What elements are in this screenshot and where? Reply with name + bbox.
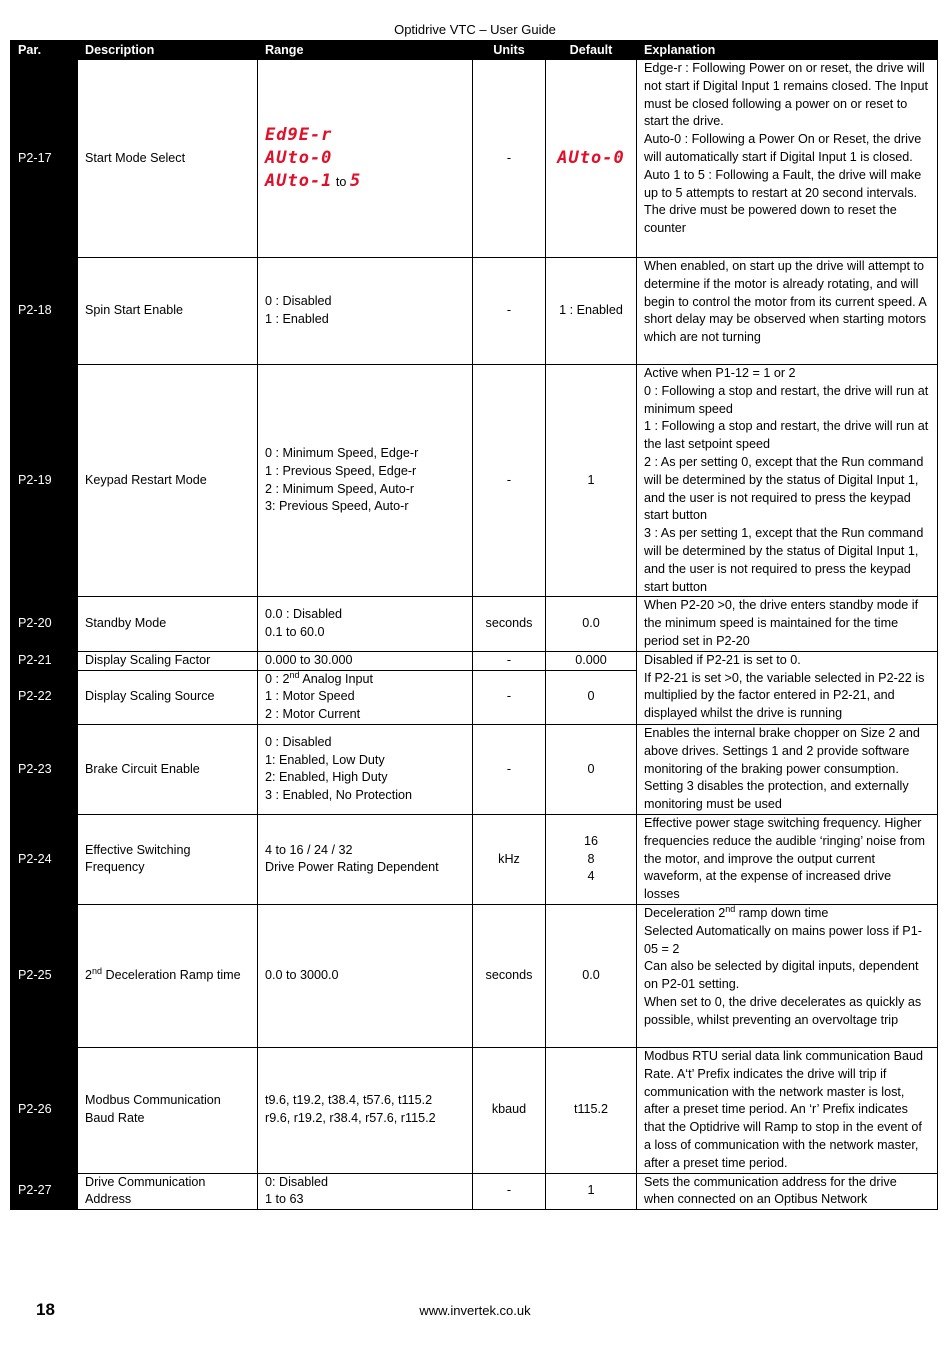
default-cell: 0.0 <box>546 597 637 651</box>
footer-url: www.invertek.co.uk <box>419 1303 531 1318</box>
range-text: 0: Disabled <box>265 1174 329 1189</box>
default-text: 4 <box>587 869 595 884</box>
range-text: 0.1 to 60.0 <box>265 625 325 640</box>
range-text: 0 : 2nd Analog Input <box>265 669 374 686</box>
range-text: 2 : Minimum Speed, Auto-r <box>265 481 415 496</box>
explanation-cell <box>637 597 938 651</box>
explanation-text: Active when P1-12 = 1 or 2 <box>644 366 796 380</box>
lcd-value: AUto-0 <box>557 148 625 168</box>
description-cell: 2nd Deceleration Ramp time <box>78 904 258 1047</box>
col-header-description: Description <box>78 41 258 60</box>
description-cell: Start Mode Select <box>78 60 258 258</box>
explanation-text: Can also be selected by digital inputs, dependent on P2-01 setting. <box>644 959 919 992</box>
range-cell <box>258 60 473 258</box>
range-text: 2 : Motor Current <box>265 707 361 722</box>
table-row <box>11 597 938 651</box>
explanation-cell <box>637 904 938 1047</box>
units-cell: - <box>473 670 546 724</box>
par-cell: P2-19 <box>11 365 78 597</box>
explanation-cell <box>637 724 938 814</box>
explanation-text: Enables the internal brake chopper on Size 2 and above drives. Settings 1 and 2 provide software monitoring of the braking power consumption. Setting 3 disables the protection, and externally monitoring must be used <box>644 725 920 812</box>
table-row <box>11 365 938 597</box>
default-cell: t115.2 <box>546 1047 637 1173</box>
description-cell: Display Scaling Factor <box>78 651 258 670</box>
range-text: 4 to 16 / 24 / 32 <box>265 842 353 857</box>
par-cell: P2-22 <box>11 670 78 724</box>
description-cell: Standby Mode <box>78 597 258 651</box>
explanation-text: 1 : Following a stop and restart, the drive will run at the last setpoint speed <box>644 419 929 452</box>
table-row <box>11 814 938 904</box>
col-header-par: Par. <box>11 41 78 60</box>
range-cell <box>258 814 473 904</box>
range-text: 1 to 63 <box>265 1192 304 1207</box>
explanation-text: 2 : As per setting 0, except that the Run command will be determined by the status of Digital Input 1, and the user is not required to press the keypad start button <box>644 454 924 523</box>
lcd-value: AUto-0 <box>265 148 333 168</box>
range-text: 0.0 : Disabled <box>265 607 343 622</box>
explanation-text: When enabled, on start up the drive will attempt to determine if the motor is already rotating, and will begin to control the motor from its current speed. A short delay may be observed when starting motors which are not turning <box>644 259 927 345</box>
par-cell: P2-25 <box>11 904 78 1047</box>
description-cell: Drive Communication Address <box>78 1173 258 1210</box>
range-cell <box>258 597 473 651</box>
explanation-text: Selected Automatically on mains power loss if P1-05 = 2 <box>644 923 922 956</box>
description-cell: Keypad Restart Mode <box>78 365 258 597</box>
par-cell: P2-26 <box>11 1047 78 1173</box>
range-text: 2: Enabled, High Duty <box>265 770 388 785</box>
explanation-text: Modbus RTU serial data link communication Baud Rate. A‘t’ Prefix indicates the drive will trip if communication with the network master is lost, after a preset time period. An ‘r’ Prefix indicates that the Optidrive will Ramp to stop in the event of a loss of communication with the network master, after a preset time period. <box>644 1048 924 1170</box>
explanation-text: Auto 1 to 5 : Following a Fault, the drive will make up to 5 attempts to restart at 20 second intervals. The drive must be powered down to reset the counter <box>644 167 922 236</box>
units-cell: - <box>473 60 546 258</box>
par-cell: P2-27 <box>11 1173 78 1210</box>
explanation-cell <box>637 365 938 597</box>
explanation-cell <box>637 60 938 258</box>
range-to-text: to <box>335 175 347 189</box>
lcd-value: 5 <box>349 171 362 191</box>
explanation-text: Effective power stage switching frequency. Higher frequencies reduce the audible ‘ringing’ noise from the motor, and improve the output current waveform, at the expense of increased drive losses <box>644 815 925 902</box>
units-cell: - <box>473 651 546 670</box>
range-text: 1: Enabled, Low Duty <box>265 752 385 767</box>
default-cell: 1 <box>546 1173 637 1210</box>
range-cell <box>258 1047 473 1173</box>
default-cell <box>546 60 637 258</box>
table-row <box>11 724 938 814</box>
col-header-default: Default <box>546 41 637 60</box>
description-cell: Spin Start Enable <box>78 258 258 365</box>
lcd-value: Ed9E-r <box>265 125 333 145</box>
default-cell: 0 <box>546 724 637 814</box>
units-cell: - <box>473 724 546 814</box>
explanation-text: When P2-20 >0, the drive enters standby mode if the minimum speed is maintained for the time period set in P2-20 <box>644 598 919 648</box>
range-cell: 0.000 to 30.000 <box>258 651 473 670</box>
range-cell <box>258 724 473 814</box>
table-row <box>11 1173 938 1210</box>
parameter-table <box>10 40 938 1210</box>
range-text: 1 : Previous Speed, Edge-r <box>265 463 417 478</box>
range-text: t9.6, t19.2, t38.4, t57.6, t115.2 <box>265 1093 433 1108</box>
explanation-text: 3 : As per setting 1, except that the Run command will be determined by the status of Digital Input 1, and the user is not required to press the keypad start button <box>644 526 924 594</box>
range-text: 1 : Enabled <box>265 312 329 326</box>
description-cell: Brake Circuit Enable <box>78 724 258 814</box>
par-cell: P2-23 <box>11 724 78 814</box>
range-cell <box>258 258 473 365</box>
par-cell: P2-17 <box>11 60 78 258</box>
document-title: Optidrive VTC – User Guide <box>394 22 556 37</box>
description-cell: Modbus Communication Baud Rate <box>78 1047 258 1173</box>
par-cell: P2-18 <box>11 258 78 365</box>
explanation-text: Sets the communication address for the drive when connected on an Optibus Network <box>644 1174 897 1207</box>
col-header-range: Range <box>258 41 473 60</box>
range-text: 0 : Disabled <box>265 734 332 749</box>
description-cell: Effective Switching Frequency <box>78 814 258 904</box>
explanation-text: Deceleration 2nd ramp down time <box>644 903 829 920</box>
explanation-text: Auto-0 : Following a Power On or Reset, the drive will automatically start if Digital Input 1 is closed. <box>644 132 922 164</box>
explanation-cell <box>637 814 938 904</box>
units-cell: seconds <box>473 597 546 651</box>
page-number: 18 <box>36 1300 55 1319</box>
default-cell: 1 : Enabled <box>546 258 637 365</box>
default-cell: 0.0 <box>546 904 637 1047</box>
range-text: 3: Previous Speed, Auto-r <box>265 499 409 514</box>
explanation-text: Edge-r : Following Power on or reset, the drive will not start if Digital Input 1 remains closed. The Input must be closed following a power on or reset to start the drive. <box>644 61 928 129</box>
table-row <box>11 60 938 258</box>
table-row <box>11 258 938 365</box>
table-row <box>11 1047 938 1173</box>
explanation-text: If P2-21 is set >0, the variable selected in P2-22 is multiplied by the factor entered in P2-21, and displayed whilst the drive is running <box>644 670 925 721</box>
table-header-row <box>11 41 938 60</box>
explanation-cell <box>637 1173 938 1210</box>
units-cell: seconds <box>473 904 546 1047</box>
explanation-text: Disabled if P2-21 is set to 0. <box>644 652 801 667</box>
units-cell: - <box>473 365 546 597</box>
default-cell: 1 <box>546 365 637 597</box>
range-cell <box>258 365 473 597</box>
units-cell: - <box>473 1173 546 1210</box>
units-cell: - <box>473 258 546 365</box>
range-text: r9.6, r19.2, r38.4, r57.6, r115.2 <box>265 1111 436 1126</box>
range-text: 3 : Enabled, No Protection <box>265 788 413 803</box>
default-cell: 0 <box>546 670 637 724</box>
range-cell: 0.0 to 3000.0 <box>258 904 473 1047</box>
par-cell: P2-20 <box>11 597 78 651</box>
explanation-cell <box>637 1047 938 1173</box>
range-text: 0 : Minimum Speed, Edge-r <box>265 446 419 461</box>
explanation-cell <box>637 651 938 724</box>
range-text: 0 : Disabled <box>265 294 332 309</box>
default-cell <box>546 814 637 904</box>
par-cell: P2-21 <box>11 651 78 670</box>
units-cell: kbaud <box>473 1047 546 1173</box>
default-text: 16 <box>583 833 598 848</box>
range-cell <box>258 670 473 724</box>
range-cell <box>258 1173 473 1210</box>
units-cell: kHz <box>473 814 546 904</box>
lcd-value: AUto-1 <box>265 171 333 191</box>
description-cell: Display Scaling Source <box>78 670 258 724</box>
par-cell: P2-24 <box>11 814 78 904</box>
range-text: Drive Power Rating Dependent <box>265 860 439 875</box>
default-cell: 0.000 <box>546 651 637 670</box>
col-header-units: Units <box>473 41 546 60</box>
table-row <box>11 651 938 670</box>
explanation-cell <box>637 258 938 365</box>
default-text: 8 <box>587 851 595 866</box>
col-header-explanation: Explanation <box>637 41 938 60</box>
explanation-text: When set to 0, the drive decelerates as quickly as possible, whilst preventing an overvoltage trip <box>644 994 922 1027</box>
explanation-text: 0 : Following a stop and restart, the drive will run at minimum speed <box>644 383 929 416</box>
table-row <box>11 904 938 1047</box>
range-text: 1 : Motor Speed <box>265 689 355 704</box>
